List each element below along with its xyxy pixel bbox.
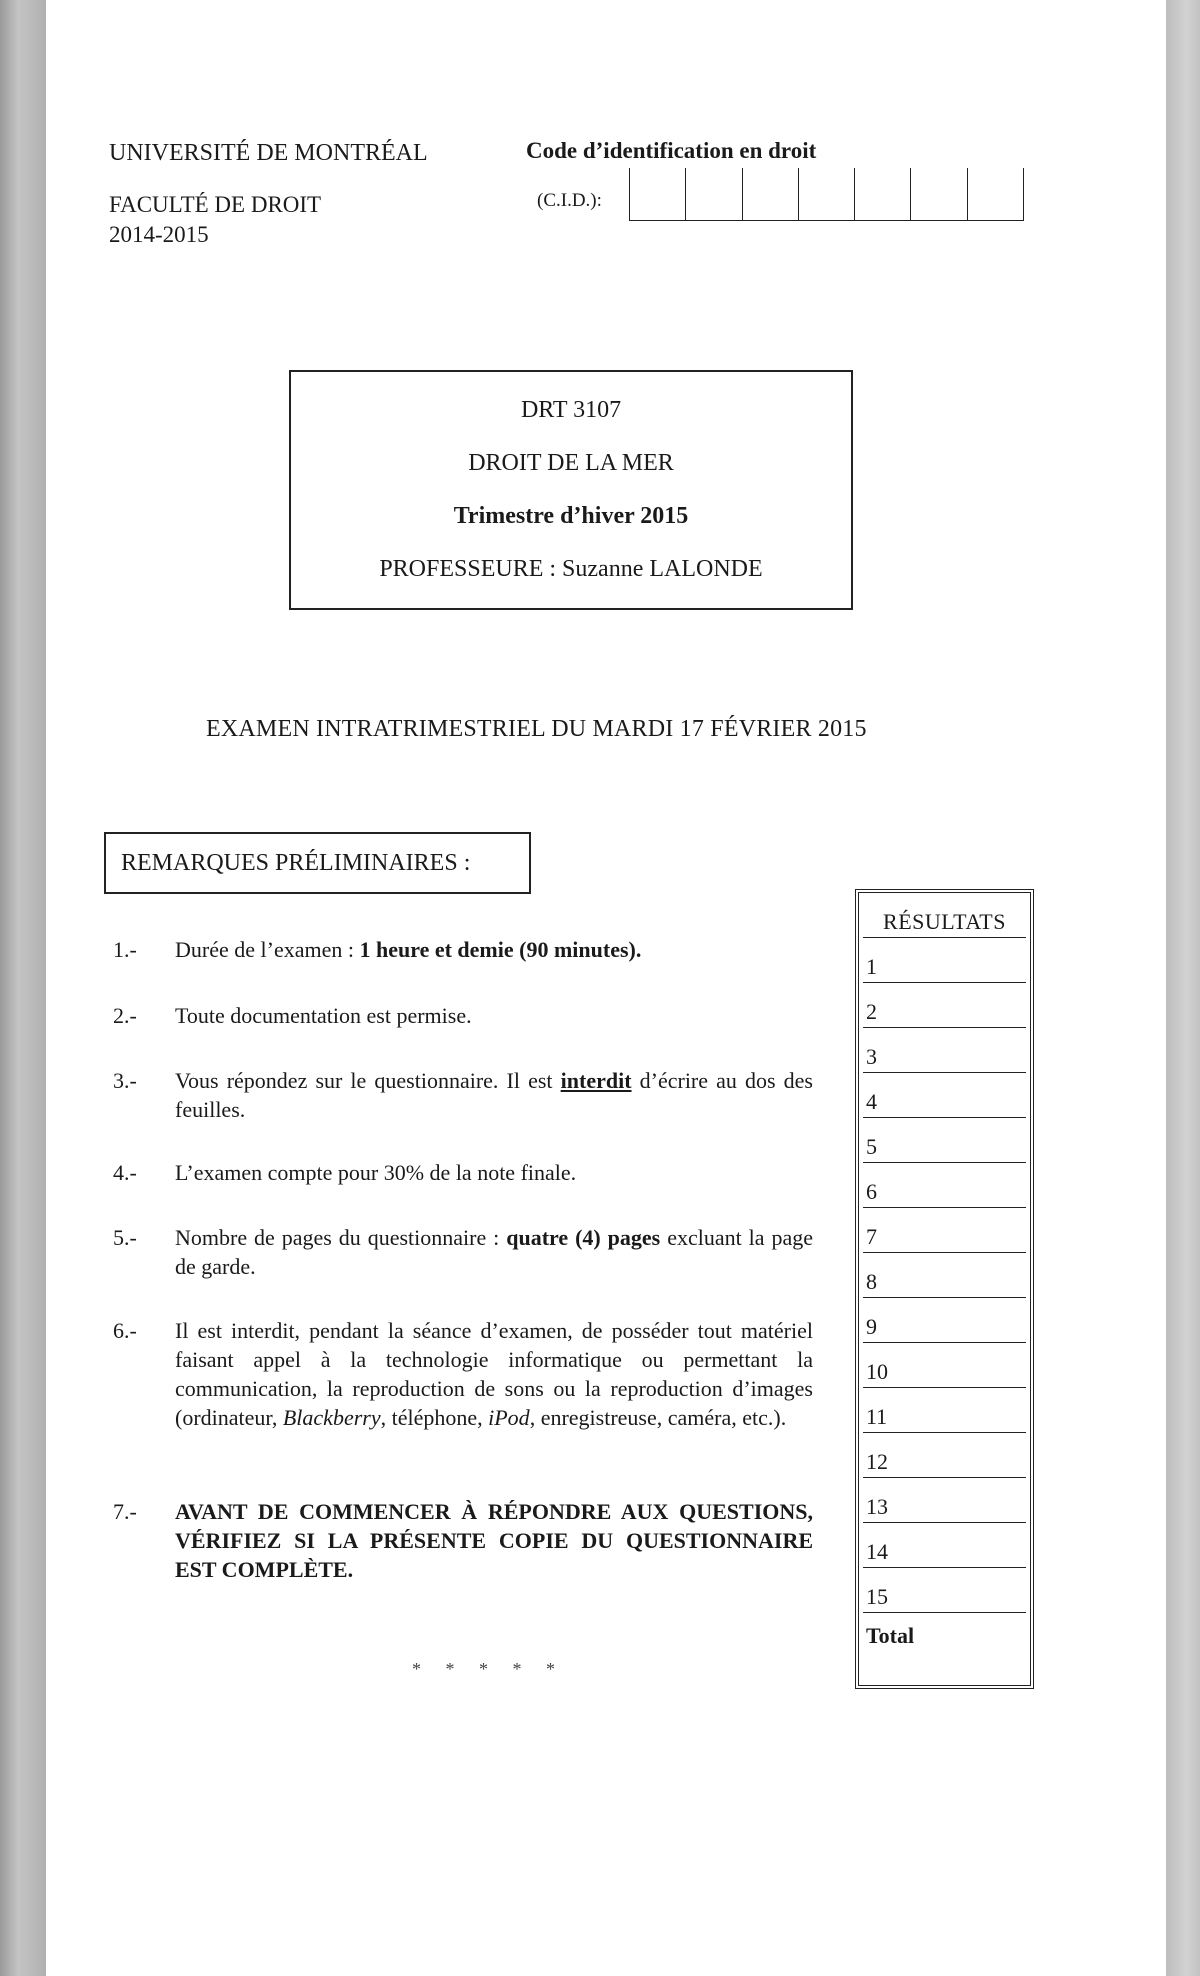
results-row-3[interactable]: 3 [863,1028,1026,1073]
cid-title: Code d’identification en droit [526,138,817,163]
remark-number: 7.- [113,1499,137,1524]
results-row-6[interactable]: 6 [863,1163,1026,1208]
results-row-12[interactable]: 12 [863,1433,1026,1478]
cid-digit-box[interactable] [854,168,910,220]
cid-digit-box[interactable] [629,168,685,220]
remark-number: 5.- [113,1225,137,1250]
cid-digit-box[interactable] [685,168,741,220]
remark-text-underline: interdit [560,1068,632,1093]
results-title: RÉSULTATS [863,893,1026,938]
remark-text-part: Nombre de pages du questionnaire : [175,1225,507,1250]
results-row-7[interactable]: 7 [863,1208,1026,1253]
cid-digit-box[interactable] [798,168,854,220]
results-row-13[interactable]: 13 [863,1478,1026,1523]
cid-label: (C.I.D.): [537,190,602,211]
exam-title: EXAMEN INTRATRIMESTRIEL DU MARDI 17 FÉVRIER 2015 [206,716,867,742]
remark-text-bold: 1 heure et demie (90 minutes). [359,937,642,962]
scan-edge-left [0,0,46,1976]
remark-text [175,1223,813,1281]
remark-text: L’examen compte pour 30% de la note finale. [175,1160,577,1185]
cid-code-boxes[interactable] [629,168,1024,221]
remark-text-bold: AVANT DE COMMENCER À RÉPONDRE AUX QUESTIONS, VÉRIFIEZ SI LA PRÉSENTE COPIE DU QUESTIONNAIRE EST COMPLÈTE. [175,1499,813,1582]
results-table [855,889,1034,1689]
remark-text [175,1066,813,1124]
remark-text-bold: quatre (4) pages [506,1225,661,1250]
results-total-label: Total [866,1623,915,1648]
cid-digit-box[interactable] [910,168,966,220]
results-row-1[interactable]: 1 [863,938,1026,983]
remark-text-part: excluant la page de garde. [175,1225,813,1279]
remark-text-part: d’écrire au dos des feuilles. [175,1068,813,1122]
remark-text-part: Durée de l’examen : [175,937,360,962]
remark-text [175,1497,813,1584]
course-name: DROIT DE LA MER [468,450,674,476]
results-row-2[interactable]: 2 [863,983,1026,1028]
results-rows [863,938,1026,1613]
remark-number: 4.- [113,1160,137,1185]
separator-stars: * * * * * [412,1659,565,1679]
cid-digit-box[interactable] [967,168,1024,220]
course-code: DRT 3107 [520,397,622,423]
results-row-4[interactable]: 4 [863,1073,1026,1118]
remark-text-part: , enregistreuse, caméra, etc.). [529,1405,787,1430]
results-row-8[interactable]: 8 [863,1253,1026,1298]
institution-header [109,138,428,250]
remark-text [175,935,813,964]
academic-year: 2014-2015 [109,222,209,247]
remark-text-part: , téléphone, [380,1405,489,1430]
remark-text: Toute documentation est permise. [175,1003,472,1028]
course-info-box [289,370,853,610]
remark-number: 3.- [113,1068,137,1093]
remark-number: 2.- [113,1003,137,1028]
scan-edge-right [1166,0,1200,1976]
course-term: Trimestre d’hiver 2015 [453,503,689,529]
results-row-9[interactable]: 9 [863,1298,1026,1343]
remark-number: 1.- [113,937,137,962]
results-row-11[interactable]: 11 [863,1388,1026,1433]
course-professor: PROFESSEURE : Suzanne LALONDE [379,556,763,582]
remark-text-part: Vous répondez sur le questionnaire. Il est [175,1068,561,1093]
results-row-10[interactable]: 10 [863,1343,1026,1388]
results-row-5[interactable]: 5 [863,1118,1026,1163]
cid-digit-box[interactable] [742,168,798,220]
remark-text [175,1316,813,1432]
results-row-14[interactable]: 14 [863,1523,1026,1568]
remark-text-part: Il est interdit, pendant la séance d’examen, de posséder tout matériel faisant appel à la technologie informatique ou permettant la communication, la reproduction de sons ou la reproduction d’images (ordinateur, [175,1318,813,1430]
remarks-title-box [104,832,531,894]
remark-text-italic: iPod [488,1405,530,1430]
results-row-15[interactable]: 15 [863,1568,1026,1613]
university-name: UNIVERSITÉ DE MONTRÉAL [109,140,428,166]
faculty-name: FACULTÉ DE DROIT [109,192,322,217]
remark-number: 6.- [113,1318,137,1343]
remarks-title: REMARQUES PRÉLIMINAIRES : [121,849,471,876]
remark-text-italic: Blackberry [282,1405,381,1430]
